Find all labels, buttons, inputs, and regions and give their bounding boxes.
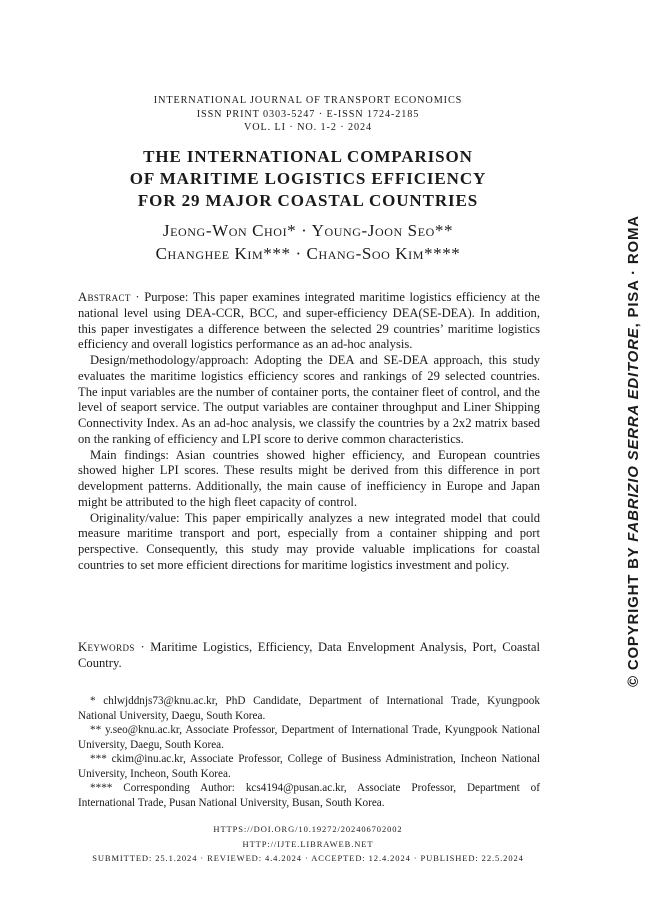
abstract-purpose-text: · Purpose: This paper examines integrated maritime logistics efficiency at the national level using DEA-CCR, BCC, and super-efficiency DEA(SE-DEA). In addition, this paper investigates a difference between the selected 29 countries’ maritime logistics efficiency and overall logistics performance as an ad-hoc analysis. [78,290,540,352]
copyright-publisher: FABRIZIO SERRA EDITORE [625,327,642,542]
paper-title-line-1: THE INTERNATIONAL COMPARISON [143,147,473,166]
keywords-label: Keywords [78,640,135,654]
journal-name: INTERNATIONAL JOURNAL OF TRANSPORT ECONOMICS [153,95,463,106]
footnotes [78,694,540,810]
abstract-purpose [78,290,540,353]
footnote-4: **** Corresponding Author: kcs4194@pusan.ac.kr, Associate Professor, Department of International Trade, Pusan National University, Busan, South Korea. [78,782,540,809]
journal-volume: VOL. LI · NO. 1-2 · 2024 [244,122,372,133]
abstract [78,290,540,574]
submission-dates: SUBMITTED: 25.1.2024 · REVIEWED: 4.4.2024 · ACCEPTED: 12.4.2024 · PUBLISHED: 22.5.2024 [92,853,524,863]
copyright-notice [625,217,642,687]
abstract-label: Abstract [78,290,131,304]
keywords [78,640,540,672]
footnote-1: * chlwjddnjs73@knu.ac.kr, PhD Candidate, Department of International Trade, Kyungpook National University, Daegu, South Korea. [78,695,540,722]
paper-title-line-2: OF MARITIME LOGISTICS EFFICIENCY [129,169,487,188]
paper-title-line-3: FOR 29 MAJOR COASTAL COUNTRIES [137,191,479,210]
journal-issn: ISSN PRINT 0303-5247 · E-ISSN 1724-2185 [196,108,420,120]
authors-line-2: Changhee Kim*** · Chang-Soo Kim**** [155,244,461,263]
footnote-3: *** ckim@inu.ac.kr, Associate Professor, College of Business Administration, Incheon National University, Incheon, South Korea. [78,753,540,780]
keywords-text: · Maritime Logistics, Efficiency, Data Envelopment Analysis, Port, Coastal Country. [78,640,540,670]
footnote-2: ** y.seo@knu.ac.kr, Associate Professor, Department of International Trade, Kyungpook National University, Daegu, South Korea. [78,724,540,751]
copyright-suffix: , PISA · ROMA [625,215,642,328]
abstract-originality: Originality/value: This paper empirically analyzes a new integrated model that could measure maritime transport and port, especially from a container shipping and port perspective. Consequently, this study may provide valuable implications for coastal countries to set more efficient directions for maritime logistics investment and policy. [78,510,540,572]
authors-line-1: Jeong-Won Choi* · Young-Joon Seo** [162,221,454,240]
copyright-prefix: © COPYRIGHT BY [625,541,642,687]
abstract-design: Design/methodology/approach: Adopting the DEA and SE-DEA approach, this study evaluates the maritime logistics efficiency scores and rankings of 29 selected countries. The input variables are the number of container ports, the container fleet of control, and the level of seaport service. The output variables are container throughput and Liner Shipping Connectivity Index. As an ad-hoc analysis, we classify the countries by a 2x2 matrix based on the ranking of efficiency and LPI score to derive common characteristics. [78,353,540,446]
journal-url-link[interactable]: HTTP://IJTE.LIBRAWEB.NET [242,839,374,849]
doi-link[interactable]: HTTPS://DOI.ORG/10.19272/202406702002 [213,824,403,834]
abstract-findings: Main findings: Asian countries showed higher efficiency, and European countries showed higher LPI scores. These results might be derived from this difference in port development patterns. Additionally, the main cause of inefficiency in Europe and Japan might be attributed to the high fleet capacity of control. [78,447,540,509]
